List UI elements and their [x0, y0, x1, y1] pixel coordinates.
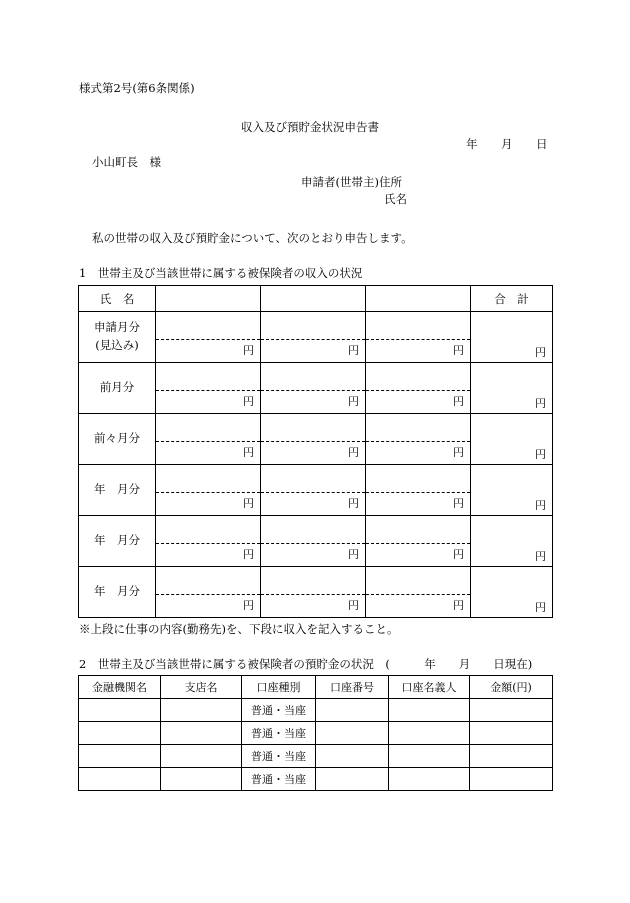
income-row: [79, 363, 553, 414]
member-name-cell[interactable]: [261, 286, 366, 312]
yen-unit: 円: [348, 599, 359, 612]
savings-row: [79, 768, 553, 791]
income-cell[interactable]: [156, 516, 261, 567]
declaration-text: 私の世帯の収入及び預貯金について、次のとおり申告します。: [92, 231, 413, 245]
savings-table: [78, 675, 553, 791]
total-cell[interactable]: [471, 465, 553, 516]
yen-unit: 円: [535, 601, 546, 614]
row-label-line2: (見込み): [95, 338, 139, 352]
income-cell[interactable]: [156, 363, 261, 414]
income-cell[interactable]: [156, 312, 261, 363]
yen-unit: 円: [535, 397, 546, 410]
date-month: 月: [501, 137, 513, 151]
row-label-line1: 年 月分: [94, 584, 140, 599]
savings-row: [79, 699, 553, 722]
income-cell[interactable]: [366, 363, 471, 414]
total-header: 合 計: [471, 286, 553, 312]
total-cell[interactable]: [471, 363, 553, 414]
account-type-cell[interactable]: 普通・当座: [242, 745, 316, 768]
row-label-line1: 年 月分: [94, 482, 140, 497]
addressee: 小山町長 様: [92, 155, 161, 169]
yen-unit: 円: [243, 344, 254, 357]
yen-unit: 円: [453, 599, 464, 612]
total-cell[interactable]: [471, 516, 553, 567]
row-label: [79, 363, 156, 414]
yen-unit: 円: [243, 446, 254, 459]
row-label-line1: 申請月分: [94, 320, 140, 335]
income-header-row: [79, 286, 553, 312]
document-title: 収入及び預貯金状況申告書: [241, 120, 379, 134]
amount-cell[interactable]: [470, 699, 553, 722]
yen-unit: 円: [243, 395, 254, 408]
amount-cell[interactable]: [470, 768, 553, 791]
row-label-line1: 年 月分: [94, 533, 140, 548]
yen-unit: 円: [348, 344, 359, 357]
bank-name-header: 金融機関名: [79, 676, 161, 699]
yen-unit: 円: [243, 548, 254, 561]
yen-unit: 円: [535, 499, 546, 512]
branch-name-cell[interactable]: [161, 768, 242, 791]
total-cell[interactable]: [471, 312, 553, 363]
income-row: [79, 465, 553, 516]
account-holder-cell[interactable]: [389, 722, 470, 745]
branch-name-cell[interactable]: [161, 722, 242, 745]
amount-cell[interactable]: [470, 722, 553, 745]
bank-name-cell[interactable]: [79, 699, 161, 722]
yen-unit: 円: [243, 599, 254, 612]
yen-unit: 円: [243, 497, 254, 510]
account-holder-header: 口座名義人: [389, 676, 470, 699]
date-day: 日: [536, 137, 548, 151]
account-holder-cell[interactable]: [389, 768, 470, 791]
date-year: 年: [466, 137, 478, 151]
row-label: [79, 312, 156, 363]
yen-unit: 円: [348, 497, 359, 510]
yen-unit: 円: [348, 548, 359, 561]
income-cell[interactable]: [156, 465, 261, 516]
account-type-cell[interactable]: 普通・当座: [242, 722, 316, 745]
total-cell[interactable]: [471, 414, 553, 465]
row-label: [79, 414, 156, 465]
amount-header: 金額(円): [470, 676, 553, 699]
branch-name-header: 支店名: [161, 676, 242, 699]
income-row: [79, 567, 553, 618]
yen-unit: 円: [453, 548, 464, 561]
yen-unit: 円: [453, 395, 464, 408]
income-cell[interactable]: [366, 414, 471, 465]
section1-heading: 1 世帯主及び当該世帯に属する被保険者の収入の状況: [79, 266, 363, 280]
bank-name-cell[interactable]: [79, 722, 161, 745]
yen-unit: 円: [453, 344, 464, 357]
account-number-cell[interactable]: [316, 768, 389, 791]
income-cell[interactable]: [366, 465, 471, 516]
savings-row: [79, 722, 553, 745]
yen-unit: 円: [535, 550, 546, 563]
applicant-name-label: 氏名: [384, 192, 407, 206]
yen-unit: 円: [348, 395, 359, 408]
form-number: 様式第2号(第6条関係): [79, 81, 195, 95]
income-cell[interactable]: [366, 312, 471, 363]
income-cell[interactable]: [261, 465, 366, 516]
name-header: 氏 名: [79, 286, 156, 312]
applicant-address-label: 申請者(世帯主)住所: [301, 175, 402, 189]
account-number-cell[interactable]: [316, 745, 389, 768]
yen-unit: 円: [535, 346, 546, 359]
member-name-cell[interactable]: [156, 286, 261, 312]
section2-heading: 2 世帯主及び当該世帯に属する被保険者の預貯金の状況 ( 年 月 日現在): [79, 657, 533, 671]
income-cell[interactable]: [261, 414, 366, 465]
income-row: [79, 414, 553, 465]
row-label: [79, 465, 156, 516]
savings-header-row: [79, 676, 553, 699]
income-cell[interactable]: [156, 414, 261, 465]
savings-row: [79, 745, 553, 768]
income-cell[interactable]: [156, 567, 261, 618]
yen-unit: 円: [348, 446, 359, 459]
income-note: ※上段に仕事の内容(勤務先)を、下段に収入を記入すること。: [79, 622, 399, 636]
yen-unit: 円: [535, 448, 546, 461]
account-number-header: 口座番号: [316, 676, 389, 699]
income-cell[interactable]: [366, 567, 471, 618]
branch-name-cell[interactable]: [161, 699, 242, 722]
account-type-header: 口座種別: [242, 676, 316, 699]
income-cell[interactable]: [261, 516, 366, 567]
bank-name-cell[interactable]: [79, 768, 161, 791]
yen-unit: 円: [453, 497, 464, 510]
row-label: [79, 516, 156, 567]
account-holder-cell[interactable]: [389, 745, 470, 768]
row-label-line1: 前々月分: [94, 431, 140, 446]
income-row: [79, 312, 553, 363]
account-number-cell[interactable]: [316, 699, 389, 722]
income-table: [78, 285, 553, 618]
income-row: [79, 516, 553, 567]
row-label-line1: 前月分: [99, 380, 135, 395]
branch-name-cell[interactable]: [161, 745, 242, 768]
member-name-cell[interactable]: [366, 286, 471, 312]
yen-unit: 円: [453, 446, 464, 459]
account-type-cell[interactable]: 普通・当座: [242, 768, 316, 791]
account-number-cell[interactable]: [316, 722, 389, 745]
amount-cell[interactable]: [470, 745, 553, 768]
account-holder-cell[interactable]: [389, 699, 470, 722]
income-cell[interactable]: [366, 516, 471, 567]
account-type-cell[interactable]: 普通・当座: [242, 699, 316, 722]
income-cell[interactable]: [261, 312, 366, 363]
income-cell[interactable]: [261, 363, 366, 414]
row-label: [79, 567, 156, 618]
total-cell[interactable]: [471, 567, 553, 618]
income-cell[interactable]: [261, 567, 366, 618]
bank-name-cell[interactable]: [79, 745, 161, 768]
